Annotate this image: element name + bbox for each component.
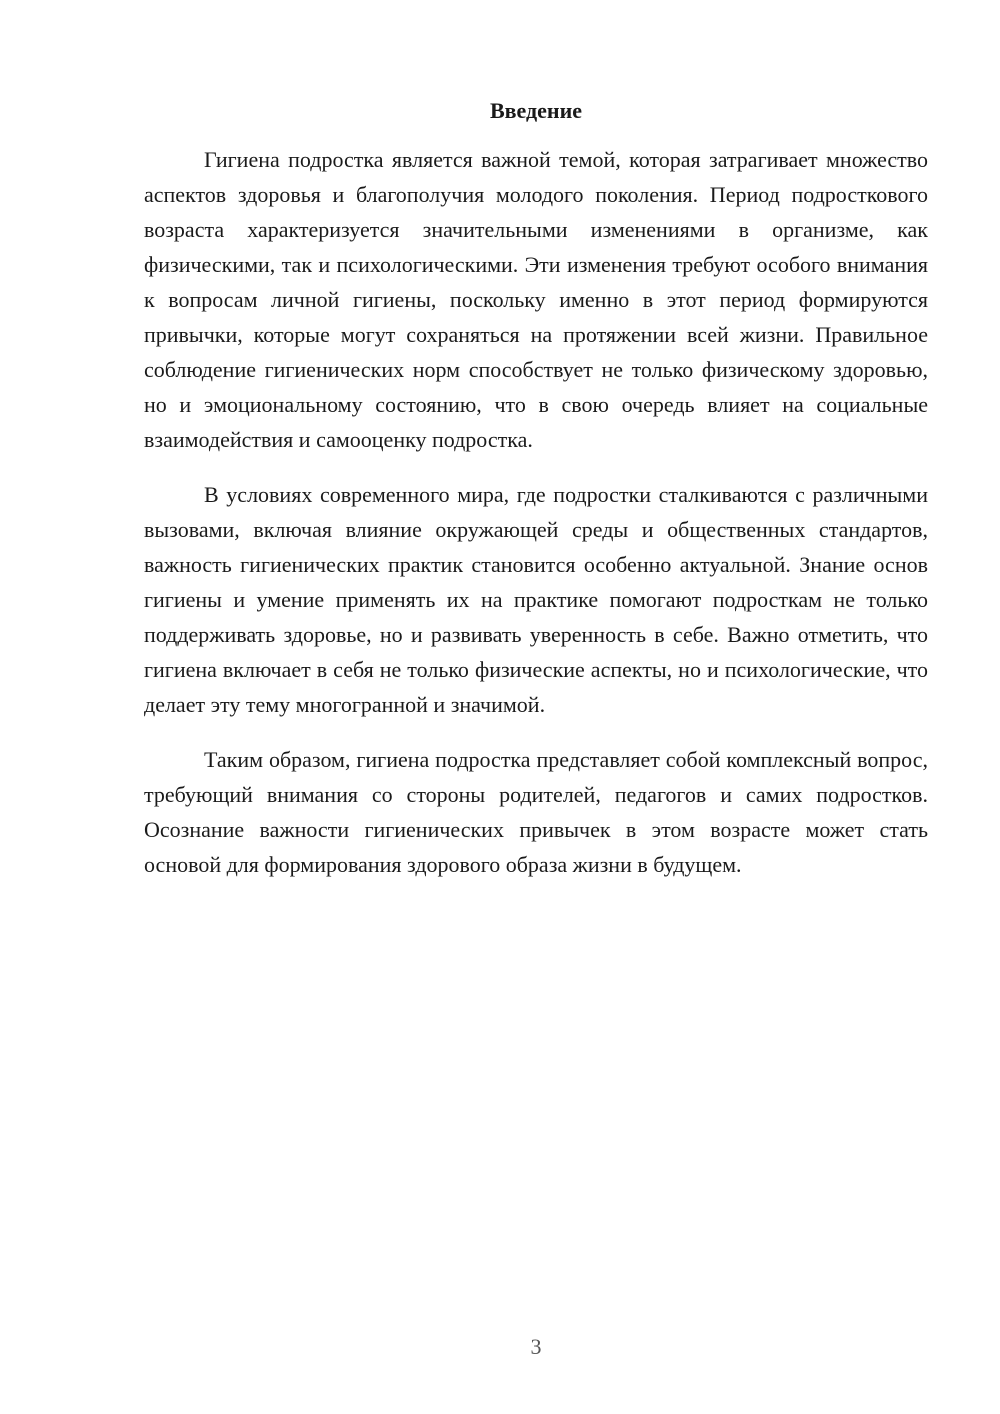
body-text <box>144 142 928 902</box>
paragraph-1: Гигиена подростка является важной темой, которая затрагивает множество аспектов здоровья и благополучия молодого поколения. Период подросткового возраста характеризуется значительными изменениями в организме, как физическими, так и психологическими. Эти изменения требуют особого внимания к вопросам личной гигиены, поскольку именно в этот период формируются привычки, которые могут сохраняться на протяжении всей жизни. Правильное соблюдение гигиенических норм способствует не только физическому здоровью, но и эмоциональному состоянию, что в свою очередь влияет на социальные взаимодействия и самооценку подростка. <box>144 147 928 452</box>
page-number: 3 <box>530 1334 542 1359</box>
paragraph-2: В условиях современного мира, где подростки сталкиваются с различными вызовами, включая влияние окружающей среды и общественных стандартов, важность гигиенических практик становится особенно актуальной. Знание основ гигиены и умение применять их на практике помогают подросткам не только поддерживать здоровье, но и развивать уверенность в себе. Важно отметить, что гигиена включает в себя не только физические аспекты, но и психологические, что делает эту тему многогранной и значимой. <box>144 482 928 717</box>
paragraph-3: Таким образом, гигиена подростка представляет собой комплексный вопрос, требующий внимания со стороны родителей, педагогов и самих подростков. Осознание важности гигиенических привычек в этом возрасте может стать основой для формирования здорового образа жизни в будущем. <box>144 747 928 877</box>
section-heading: Введение <box>489 98 583 123</box>
